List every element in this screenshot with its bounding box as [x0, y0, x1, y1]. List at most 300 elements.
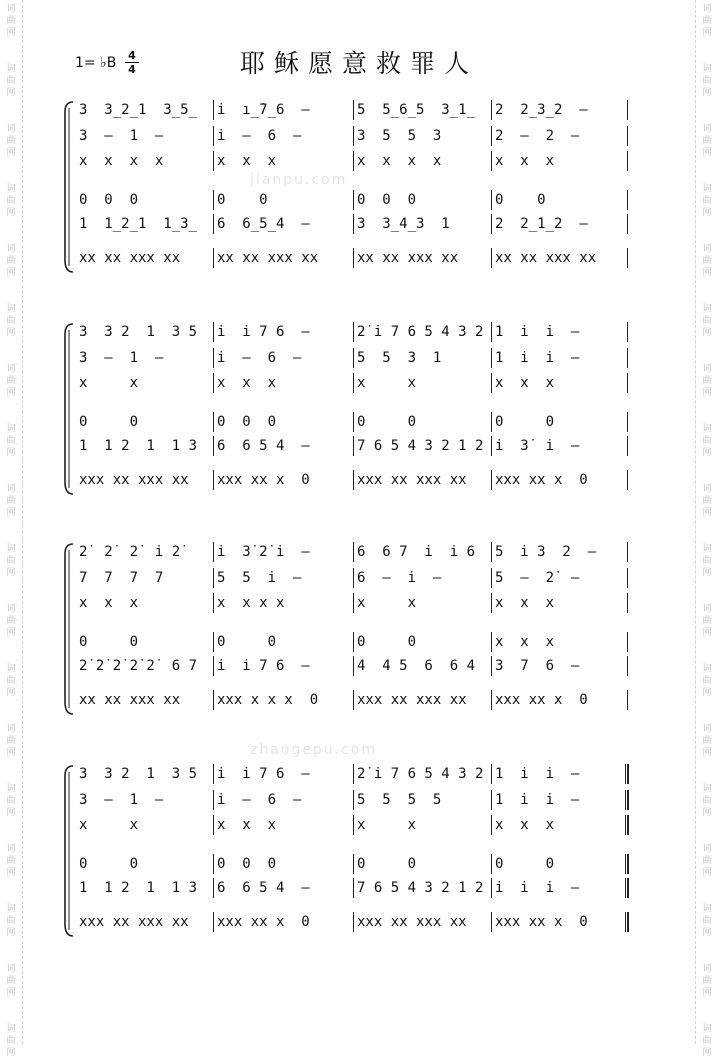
- watermark-glyph: 曲: [702, 76, 712, 86]
- barline: [491, 470, 492, 490]
- watermark-glyph: 曲: [702, 676, 712, 686]
- watermark-glyph: 曲: [6, 376, 16, 386]
- barline: [213, 436, 214, 456]
- staff-line: [75, 470, 630, 490]
- barline: [213, 542, 214, 562]
- watermark-glyph: 曲: [6, 796, 16, 806]
- barline: [491, 436, 492, 456]
- watermark-glyph: 曲: [6, 76, 16, 86]
- barline: [627, 542, 628, 562]
- watermark-glyph: 曲: [6, 316, 16, 326]
- barline: [627, 322, 628, 342]
- staff-line: [75, 248, 630, 268]
- barline: [627, 126, 628, 146]
- staff-line: [75, 815, 630, 835]
- final-barline: [625, 790, 629, 810]
- watermark-glyph: 词: [6, 724, 16, 734]
- staff-line: [75, 100, 630, 120]
- barline: [213, 912, 214, 932]
- watermark-glyph: 词: [702, 664, 712, 674]
- watermark-glyph: 曲: [6, 556, 16, 566]
- barline: [491, 632, 492, 652]
- barline: [353, 322, 354, 342]
- measure: 1 1̲2̲1 1̲3̲: [79, 216, 198, 232]
- watermark-glyph: 词: [702, 244, 712, 254]
- watermark-glyph: 曲: [702, 316, 712, 326]
- staff-line: [75, 412, 630, 432]
- barline: [353, 248, 354, 268]
- barline: [353, 568, 354, 588]
- watermark-glyph: 网: [6, 628, 16, 638]
- staff-line: [75, 764, 630, 784]
- measure: i̇ – 6 –: [217, 350, 302, 366]
- staff-line: [75, 373, 630, 393]
- watermark-glyph: 网: [702, 448, 712, 458]
- watermark-glyph: 网: [702, 508, 712, 518]
- watermark-glyph: 网: [702, 328, 712, 338]
- watermark-glyph: 词: [6, 184, 16, 194]
- measure: 0 0: [495, 414, 555, 430]
- staff-line: [75, 348, 630, 368]
- measure: 3 – 1 –: [79, 792, 164, 808]
- watermark-glyph: 词: [6, 604, 16, 614]
- final-barline: [625, 815, 629, 835]
- time-signature-top: 4: [128, 49, 136, 62]
- watermark-glyph: 词: [6, 244, 16, 254]
- staff-line: [75, 656, 630, 676]
- measure: xxx xx x 0: [217, 472, 310, 488]
- measure: 0 0: [79, 856, 139, 872]
- watermark-glyph: 词: [6, 304, 16, 314]
- measure: xx xx xxx xx: [79, 692, 181, 708]
- measure: 1 i̇ i̇ –: [495, 792, 580, 808]
- watermark-glyph: 网: [6, 328, 16, 338]
- measure: 0 0: [357, 634, 417, 650]
- barline: [491, 912, 492, 932]
- watermark-glyph: 曲: [702, 556, 712, 566]
- watermark-text: jianpu.com: [250, 172, 348, 188]
- watermark-glyph: 词: [702, 724, 712, 734]
- barline: [627, 632, 628, 652]
- barline: [353, 593, 354, 613]
- barline: [491, 656, 492, 676]
- score-system: [60, 322, 630, 497]
- barline: [353, 542, 354, 562]
- watermark-glyph: 曲: [6, 436, 16, 446]
- watermark-glyph: 词: [702, 844, 712, 854]
- staff-line: [75, 436, 630, 456]
- barline: [353, 436, 354, 456]
- measure: 7 6 5 4 3 2 1 2: [357, 880, 484, 896]
- measure: 1 1 2 1 1 3: [79, 438, 198, 454]
- watermark-glyph: 网: [702, 808, 712, 818]
- measure: x x x x: [357, 153, 442, 169]
- watermark-glyph: 词: [702, 604, 712, 614]
- barline: [491, 214, 492, 234]
- watermark-glyph: 网: [702, 748, 712, 758]
- barline: [627, 436, 628, 456]
- final-barline: [625, 912, 629, 932]
- watermark-glyph: 曲: [702, 136, 712, 146]
- watermark-glyph: 网: [6, 748, 16, 758]
- barline: [491, 373, 492, 393]
- watermark-glyph: 网: [6, 988, 16, 998]
- measure: 2 2̲1̲2 –: [495, 216, 588, 232]
- staff-line: [75, 126, 630, 146]
- measure: 0 0 0: [79, 192, 139, 208]
- watermark-glyph: 网: [702, 268, 712, 278]
- staff-line: [75, 542, 630, 562]
- watermark-glyph: 词: [6, 364, 16, 374]
- measure: i̇ i̲̇7̲6 –: [217, 102, 310, 118]
- barline: [213, 322, 214, 342]
- barline: [353, 373, 354, 393]
- barline: [353, 470, 354, 490]
- staff-line: [75, 322, 630, 342]
- measure: 2 2̲3̲2 –: [495, 102, 588, 118]
- measure: 5 5 i̇ –: [217, 570, 302, 586]
- watermark-glyph: 曲: [702, 256, 712, 266]
- barline: [491, 690, 492, 710]
- measure: x x: [79, 375, 139, 391]
- measure: 6 – i̇ –: [357, 570, 442, 586]
- barline: [353, 214, 354, 234]
- watermark-glyph: 曲: [6, 616, 16, 626]
- watermark-glyph: 网: [6, 388, 16, 398]
- final-barline: [625, 854, 629, 874]
- measure: x x x: [79, 595, 139, 611]
- measure: xxx xx x 0: [495, 692, 588, 708]
- barline: [213, 373, 214, 393]
- system-brace: [60, 764, 74, 938]
- measure: 0 0: [357, 414, 417, 430]
- measure: 6 6 5 4 –: [217, 438, 310, 454]
- measure: 0 0 0: [217, 856, 277, 872]
- barline: [491, 878, 492, 898]
- watermark-glyph: 曲: [702, 916, 712, 926]
- measure: x x x x: [79, 153, 164, 169]
- measure: 6 6 5 4 –: [217, 880, 310, 896]
- measure: x x x: [495, 817, 555, 833]
- measure: 7 7 7 7: [79, 570, 164, 586]
- staff-line: [75, 151, 630, 171]
- barline: [491, 764, 492, 784]
- measure: 4 4 5 6 6 4: [357, 658, 476, 674]
- measure: x x x: [217, 375, 277, 391]
- barline: [627, 151, 628, 171]
- measure: 3 5 5 3: [357, 128, 442, 144]
- barline: [213, 815, 214, 835]
- watermark-glyph: 曲: [6, 916, 16, 926]
- barline: [353, 126, 354, 146]
- barline: [213, 348, 214, 368]
- measure: i̇ i̇ 7 6 –: [217, 658, 310, 674]
- barline: [213, 151, 214, 171]
- time-signature-bottom: 4: [128, 63, 136, 76]
- barline: [353, 100, 354, 120]
- watermark-glyph: 曲: [6, 196, 16, 206]
- watermark-glyph: 网: [702, 868, 712, 878]
- barline: [353, 912, 354, 932]
- barline: [213, 764, 214, 784]
- barline: [627, 568, 628, 588]
- watermark-glyph: 曲: [6, 676, 16, 686]
- watermark-glyph: 曲: [6, 256, 16, 266]
- measure: xxx xx xxx xx: [357, 914, 467, 930]
- barline: [353, 764, 354, 784]
- watermark-glyph: 曲: [702, 736, 712, 746]
- staff-line: [75, 632, 630, 652]
- watermark-glyph: 网: [6, 508, 16, 518]
- barline: [491, 100, 492, 120]
- barline: [213, 690, 214, 710]
- system-brace: [60, 322, 74, 496]
- measure: xxx xx xxx xx: [79, 914, 189, 930]
- watermark-glyph: 曲: [6, 1036, 16, 1046]
- measure: x x: [357, 375, 417, 391]
- watermark-glyph: 曲: [6, 496, 16, 506]
- staff-line: [75, 593, 630, 613]
- barline: [491, 322, 492, 342]
- barline: [353, 790, 354, 810]
- barline: [627, 373, 628, 393]
- system-brace: [60, 542, 74, 716]
- barline: [491, 126, 492, 146]
- measure: 0 0: [495, 856, 555, 872]
- watermark-glyph: 网: [702, 88, 712, 98]
- measure: xxx xx x 0: [495, 472, 588, 488]
- watermark-glyph: 词: [6, 124, 16, 134]
- barline: [213, 632, 214, 652]
- measure: x x: [357, 817, 417, 833]
- measure: i̇ i̇ i̇ –: [495, 880, 580, 896]
- watermark-glyph: 词: [702, 544, 712, 554]
- measure: 0 0: [495, 192, 546, 208]
- measure: xxx xx x 0: [495, 914, 588, 930]
- measure: x x x: [495, 595, 555, 611]
- watermark-glyph: 网: [6, 88, 16, 98]
- staff-line: [75, 854, 630, 874]
- measure: 0 0 0: [217, 414, 277, 430]
- barline: [353, 854, 354, 874]
- watermark-glyph: 词: [6, 1024, 16, 1034]
- watermark-glyph: 网: [6, 448, 16, 458]
- measure: x x x: [217, 153, 277, 169]
- watermark-glyph: 网: [6, 1048, 16, 1058]
- measure: 0 0: [217, 192, 268, 208]
- measure: 2̇ i̇ 7 6 5 4 3 2: [357, 766, 484, 782]
- barline: [627, 348, 628, 368]
- barline: [627, 690, 628, 710]
- measure: xxx xx x 0: [217, 914, 310, 930]
- measure: i̇ i̇ 7 6 –: [217, 324, 310, 340]
- barline: [213, 568, 214, 588]
- final-barline: [625, 764, 629, 784]
- barline: [213, 854, 214, 874]
- watermark-glyph: 网: [702, 988, 712, 998]
- watermark-glyph: 网: [6, 268, 16, 278]
- watermark-glyph: 词: [6, 964, 16, 974]
- measure: i̇ 3̇ 2̇ i̇ –: [217, 544, 310, 560]
- watermark-glyph: 词: [702, 304, 712, 314]
- barline: [353, 815, 354, 835]
- watermark-glyph: 曲: [6, 136, 16, 146]
- measure: xxx xx xxx xx: [357, 692, 467, 708]
- barline: [491, 593, 492, 613]
- watermark-glyph: 曲: [702, 796, 712, 806]
- watermark-glyph: 网: [6, 808, 16, 818]
- barline: [353, 878, 354, 898]
- measure: 6 6 7 i̇ i̇ 6: [357, 544, 476, 560]
- staff-line: [75, 878, 630, 898]
- watermark-glyph: 词: [6, 664, 16, 674]
- watermark-glyph: 网: [6, 688, 16, 698]
- staff-line: [75, 912, 630, 932]
- measure: 0 0: [79, 414, 139, 430]
- watermark-glyph: 网: [6, 928, 16, 938]
- measure: 0 0 0: [357, 192, 417, 208]
- measure: 1 i̇ i̇ –: [495, 324, 580, 340]
- barline: [491, 815, 492, 835]
- barline: [353, 690, 354, 710]
- barline: [491, 151, 492, 171]
- watermark-glyph: 曲: [702, 496, 712, 506]
- left-watermark-strip: [0, 0, 23, 1058]
- barline: [213, 470, 214, 490]
- measure: 3 7 6 –: [495, 658, 580, 674]
- watermark-glyph: 曲: [702, 616, 712, 626]
- measure: 1 i̇ i̇ –: [495, 350, 580, 366]
- measure: 0 0: [79, 634, 139, 650]
- barline: [213, 412, 214, 432]
- barline: [353, 632, 354, 652]
- watermark-glyph: 词: [702, 64, 712, 74]
- measure: 3 – 1 –: [79, 350, 164, 366]
- barline: [491, 854, 492, 874]
- final-barline: [625, 878, 629, 898]
- barline: [491, 568, 492, 588]
- staff-line: [75, 690, 630, 710]
- measure: 2̇ 2̇ 2̇ 2̇ 2̇ 6 7: [79, 658, 198, 674]
- barline: [627, 214, 628, 234]
- watermark-glyph: 词: [702, 184, 712, 194]
- measure: 3 – 1 –: [79, 128, 164, 144]
- measure: 5 5 3 1: [357, 350, 442, 366]
- measure: x x x: [495, 375, 555, 391]
- watermark-glyph: 词: [702, 424, 712, 434]
- measure: 5 – 2̇ –: [495, 570, 580, 586]
- measure: x x x: [217, 817, 277, 833]
- watermark-glyph: 词: [6, 544, 16, 554]
- measure: xxx x x x 0: [217, 692, 319, 708]
- barline: [213, 214, 214, 234]
- watermark-glyph: 词: [702, 4, 712, 14]
- measure: 3 3̲4̲3 1: [357, 216, 450, 232]
- watermark-glyph: 网: [702, 388, 712, 398]
- watermark-glyph: 词: [702, 124, 712, 134]
- watermark-glyph: 词: [6, 844, 16, 854]
- watermark-glyph: 曲: [6, 16, 16, 26]
- measure: x x x x: [217, 595, 285, 611]
- watermark-text: zhaogepu.com: [250, 742, 377, 758]
- measure: 2 – 2 –: [495, 128, 580, 144]
- measure: i̇ – 6 –: [217, 128, 302, 144]
- barline: [627, 656, 628, 676]
- barline: [491, 348, 492, 368]
- barline: [213, 248, 214, 268]
- measure: 5 i̇ 3 2 –: [495, 544, 597, 560]
- barline: [213, 656, 214, 676]
- measure: x x x: [495, 634, 555, 650]
- watermark-glyph: 网: [702, 628, 712, 638]
- measure: i̇ – 6 –: [217, 792, 302, 808]
- measure: 0 0: [217, 634, 277, 650]
- measure: x x: [357, 595, 417, 611]
- measure: xx xx xxx xx: [79, 250, 181, 266]
- score-title: 耶稣愿意救罪人: [239, 49, 478, 78]
- measure: 7 6 5 4 3 2 1 2: [357, 438, 484, 454]
- barline: [627, 100, 628, 120]
- measure: 0 0: [357, 856, 417, 872]
- watermark-glyph: 网: [702, 28, 712, 38]
- barline: [627, 190, 628, 210]
- measure: x x: [79, 817, 139, 833]
- watermark-glyph: 曲: [702, 856, 712, 866]
- score-system: [60, 764, 630, 939]
- watermark-glyph: 曲: [6, 976, 16, 986]
- measure: xxx xx xxx xx: [79, 472, 189, 488]
- barline: [353, 348, 354, 368]
- watermark-glyph: 曲: [702, 376, 712, 386]
- watermark-glyph: 网: [702, 1048, 712, 1058]
- measure: 3 3 2 1 3 5: [79, 766, 198, 782]
- watermark-glyph: 词: [702, 964, 712, 974]
- score-system: [60, 100, 630, 275]
- barline: [353, 656, 354, 676]
- watermark-glyph: 网: [702, 148, 712, 158]
- watermark-glyph: 网: [702, 928, 712, 938]
- staff-line: [75, 214, 630, 234]
- staff-line: [75, 190, 630, 210]
- barline: [213, 190, 214, 210]
- barline: [213, 126, 214, 146]
- watermark-glyph: 词: [6, 4, 16, 14]
- barline: [491, 248, 492, 268]
- watermark-glyph: 词: [6, 64, 16, 74]
- measure: x x x: [495, 153, 555, 169]
- measure: 3 3̲2̲1 3̲5̲: [79, 102, 198, 118]
- barline: [627, 470, 628, 490]
- watermark-glyph: 词: [702, 904, 712, 914]
- watermark-glyph: 词: [702, 1024, 712, 1034]
- key-signature: 1= ♭B: [75, 55, 117, 71]
- staff-line: [75, 790, 630, 810]
- watermark-glyph: 词: [6, 784, 16, 794]
- watermark-glyph: 词: [6, 424, 16, 434]
- watermark-glyph: 曲: [702, 196, 712, 206]
- system-brace: [60, 100, 74, 274]
- staff-line: [75, 568, 630, 588]
- measure: 5 5̲6̲5 3̲1̲: [357, 102, 476, 118]
- watermark-glyph: 网: [6, 868, 16, 878]
- barline: [213, 100, 214, 120]
- watermark-glyph: 网: [6, 28, 16, 38]
- watermark-glyph: 网: [702, 208, 712, 218]
- measure: 5 5 5 5: [357, 792, 442, 808]
- watermark-glyph: 网: [702, 688, 712, 698]
- watermark-glyph: 曲: [702, 436, 712, 446]
- watermark-glyph: 词: [702, 784, 712, 794]
